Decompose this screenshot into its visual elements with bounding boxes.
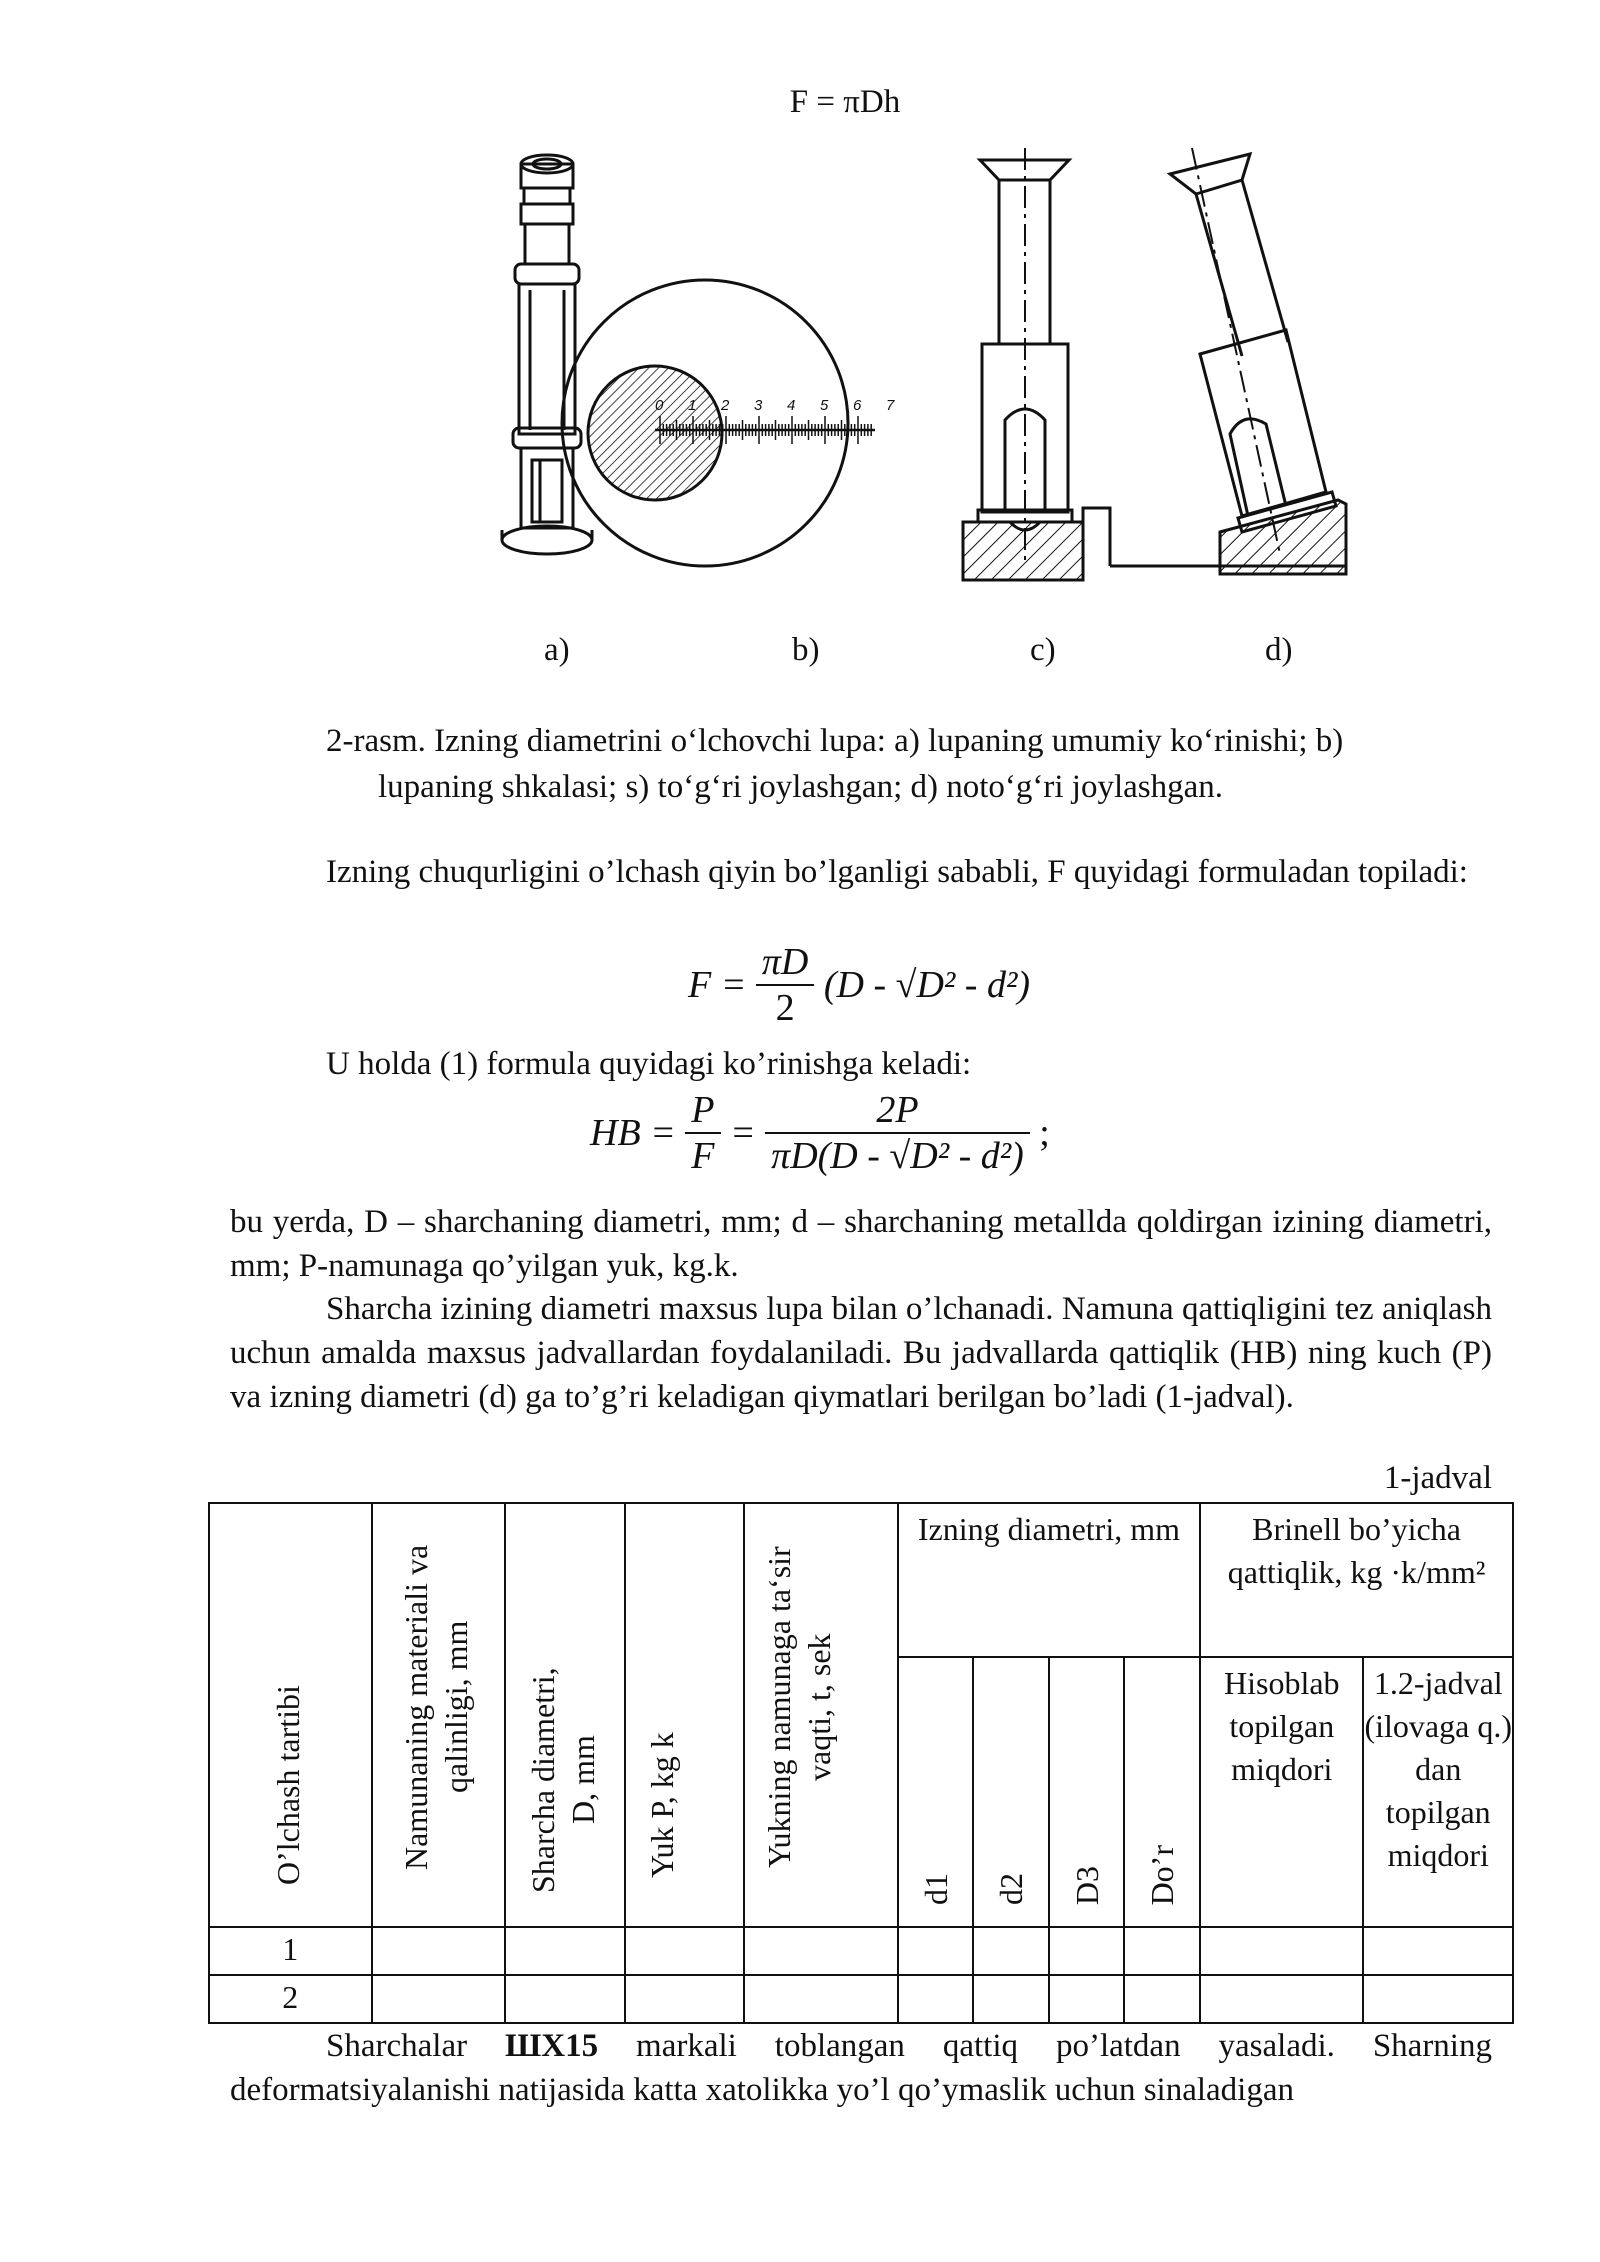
caption-line-2: lupaning shkalasi; s) to‘g‘ri joylashgan; d) noto‘g‘ri joylashgan. — [378, 769, 1224, 805]
formula-1-lhs: F = — [688, 964, 747, 1006]
scale-number: 6 — [853, 397, 862, 414]
table-cell — [1049, 1975, 1125, 2023]
figure-caption — [326, 718, 1491, 810]
header-sample-material: Namunaning materiali va qalinligi, mm — [372, 1503, 505, 1927]
table-cell — [898, 1975, 974, 2023]
header-measurement-order: O’lchash tartibi — [209, 1503, 372, 1927]
figure-label-d: d) — [1265, 632, 1293, 668]
table-cell — [372, 1975, 505, 2023]
figure-label-b: b) — [792, 632, 820, 668]
header-indent-diameter: Izning diametri, mm — [898, 1503, 1200, 1657]
formula-2-fraction-2 — [765, 1088, 1030, 1178]
paragraph-1: Izning chuqurligini o’lchash qiyin bo’lganligi sababli, F quyidagi formuladan topiladi: — [326, 854, 1468, 890]
paragraph-5: Sharchalar ШХ15 markali toblangan qattiq po’latdan yasaladi. Sharning deformatsiyalanishi natijasida katta xatolikka yo’l qo’ymaslik uchun sinaladigan — [230, 2028, 1492, 2108]
table-cell — [1200, 1975, 1363, 2023]
caption-line-1: 2-rasm. Izning diametrini o‘lchovchi lupa: a) lupaning umumiy ko‘rinishi; b) — [326, 723, 1344, 759]
table-label: 1-jadval — [1383, 1460, 1492, 1496]
table-cell — [1363, 1927, 1513, 1975]
formula-1-denominator: 2 — [775, 987, 795, 1029]
table-cell — [973, 1927, 1049, 1975]
table-cell — [1363, 1975, 1513, 2023]
formula-2-denominator-2: πD(D - √D² - d²) — [771, 1135, 1024, 1177]
incorrect-position-drawing — [1170, 148, 1346, 574]
table-cell — [898, 1927, 974, 1975]
header-load: Yuk P, kg k — [625, 1503, 745, 1927]
scale-number: 7 — [886, 397, 895, 414]
scale-number: 2 — [721, 397, 730, 414]
scale-number: 4 — [787, 397, 796, 414]
table-cell — [505, 1927, 625, 1975]
table-cell — [1200, 1927, 1363, 1975]
header-from-table: 1.2-jadval (ilovaga q.) dan topilgan miqdori — [1363, 1657, 1513, 1927]
scale-number: 1 — [688, 397, 697, 414]
table-cell — [1124, 1975, 1200, 2023]
scale-number: 5 — [820, 397, 829, 414]
formula-1-rest: (D - √D² - d²) — [823, 964, 1030, 1006]
formula-2 — [590, 1088, 1050, 1178]
formula-2-numerator-2: 2P — [765, 1088, 1030, 1134]
figure-label-a: a) — [544, 632, 570, 668]
header-brinell-hardness: Brinell bo’yicha qattiqlik, kg ·k/mm² — [1200, 1503, 1513, 1657]
header-d-avg: Do’r — [1124, 1657, 1200, 1927]
formula-2-equals: = — [730, 1112, 756, 1154]
row-number: 1 — [209, 1927, 372, 1975]
header-d2: d2 — [973, 1657, 1049, 1927]
table-cell — [625, 1927, 745, 1975]
table-cell — [1049, 1927, 1125, 1975]
formula-1-fraction — [756, 940, 814, 1030]
header-d3: D3 — [1049, 1657, 1125, 1927]
row-number: 2 — [209, 1975, 372, 2023]
formula-1-numerator: πD — [756, 940, 814, 986]
table-row — [209, 1927, 1513, 1975]
formula-top: F = πDh — [789, 84, 901, 120]
scale-view-drawing — [562, 280, 895, 566]
formula-2-denominator-1: F — [691, 1135, 715, 1177]
table-cell — [744, 1975, 898, 2023]
table-cell — [973, 1975, 1049, 2023]
table-cell — [505, 1975, 625, 2023]
steel-grade: ШХ15 — [505, 2028, 599, 2064]
scale-number: 3 — [754, 397, 763, 414]
table-cell — [744, 1927, 898, 1975]
table-cell — [625, 1975, 745, 2023]
header-calculated: Hisoblab topilgan miqdori — [1200, 1657, 1363, 1927]
formula-2-numerator-1: P — [685, 1088, 720, 1134]
figure-label-c: c) — [1030, 632, 1056, 668]
paragraph-2: U holda (1) formula quyidagi ko’rinishga keladi: — [326, 1046, 972, 1082]
paragraph-4: Sharcha izining diametri maxsus lupa bilan o’lchanadi. Namuna qattiqligini tez aniqlash uchun amalda maxsus jadvallardan foydalaniladi. Bu jadvallarda qattiqlik (HB) ning kuch (P) va izning diametri (d) ga to’g’ri keladigan qiymatlari berilgan bo’ladi (1-jadval). — [230, 1291, 1492, 1415]
table-cell — [1124, 1927, 1200, 1975]
table-row — [209, 1975, 1513, 2023]
paragraph-3: bu yerda, D – sharchaning diametri, mm; d – sharchaning metallda qoldirgan izining diametri, mm; P-namunaga qo’yilgan yuk, kg.k. — [230, 1204, 1492, 1284]
formula-2-end: ; — [1039, 1112, 1050, 1154]
header-ball-diameter: Sharcha diametri, D, mm — [505, 1503, 625, 1927]
results-table — [208, 1502, 1514, 2024]
formula-1 — [688, 940, 1030, 1030]
scale-number: 0 — [655, 397, 664, 414]
header-d1: d1 — [898, 1657, 974, 1927]
formula-2-fraction-1 — [685, 1088, 720, 1178]
formula-2-lhs: HB = — [590, 1112, 676, 1154]
header-load-duration: Yukning namunaga ta‘sir vaqti, t, sek — [744, 1503, 898, 1927]
table-cell — [372, 1927, 505, 1975]
magnifier-figure — [480, 140, 1350, 590]
